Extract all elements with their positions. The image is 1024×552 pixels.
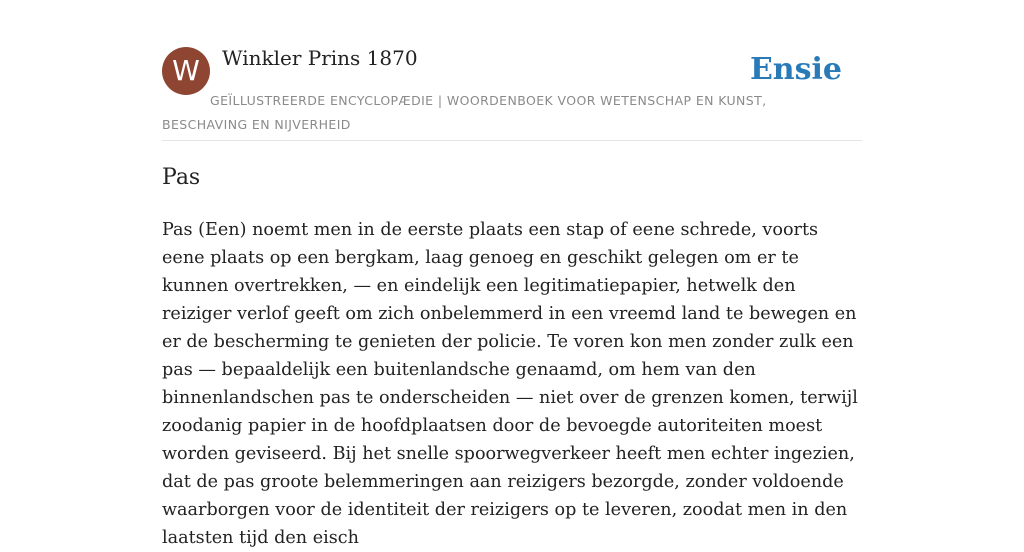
header xyxy=(162,46,862,141)
entry-body: Pas (Een) noemt men in de eerste plaats een stap of eene schrede, voorts eene plaats op een bergkam, laag genoeg en geschikt gelegen om er te kunnen overtrekken, — en eindelijk een legitimatiepapier, hetwelk den reiziger verlof geeft om zich onbelemmerd in een vreemd land te bewegen en er de bescherming te genieten der policie. Te voren kon men zonder zulk een pas — bepaaldelijk een buitenlandsche genaamd, om hem van den binnenlandschen pas te onderscheiden — niet over de grenzen komen, terwijl zoodanig papier in de hoofdplaatsen door de bevoegde autoriteiten moest worden geviseerd. Bij het snelle spoorwegverkeer heeft men echter ingezien, dat de pas groote belemmeringen aan reizigers bezorgde, zonder voldoende waarborgen voor de identiteit der reizigers op te leveren, zoodat men in den laatsten tijd den eisch xyxy=(162,220,858,548)
source-title[interactable]: Winkler Prins 1870 xyxy=(222,46,418,70)
source-subtitle: GEÏLLUSTREERDE ENCYCLOPÆDIE | WOORDENBOEK VOOR WETENSCHAP EN KUNST, BESCHAVING EN NIJVERHEID xyxy=(162,93,767,132)
entry-title: Pas xyxy=(162,165,201,190)
source-avatar[interactable]: W xyxy=(162,47,210,95)
brand-logo[interactable]: Ensie xyxy=(749,52,842,87)
